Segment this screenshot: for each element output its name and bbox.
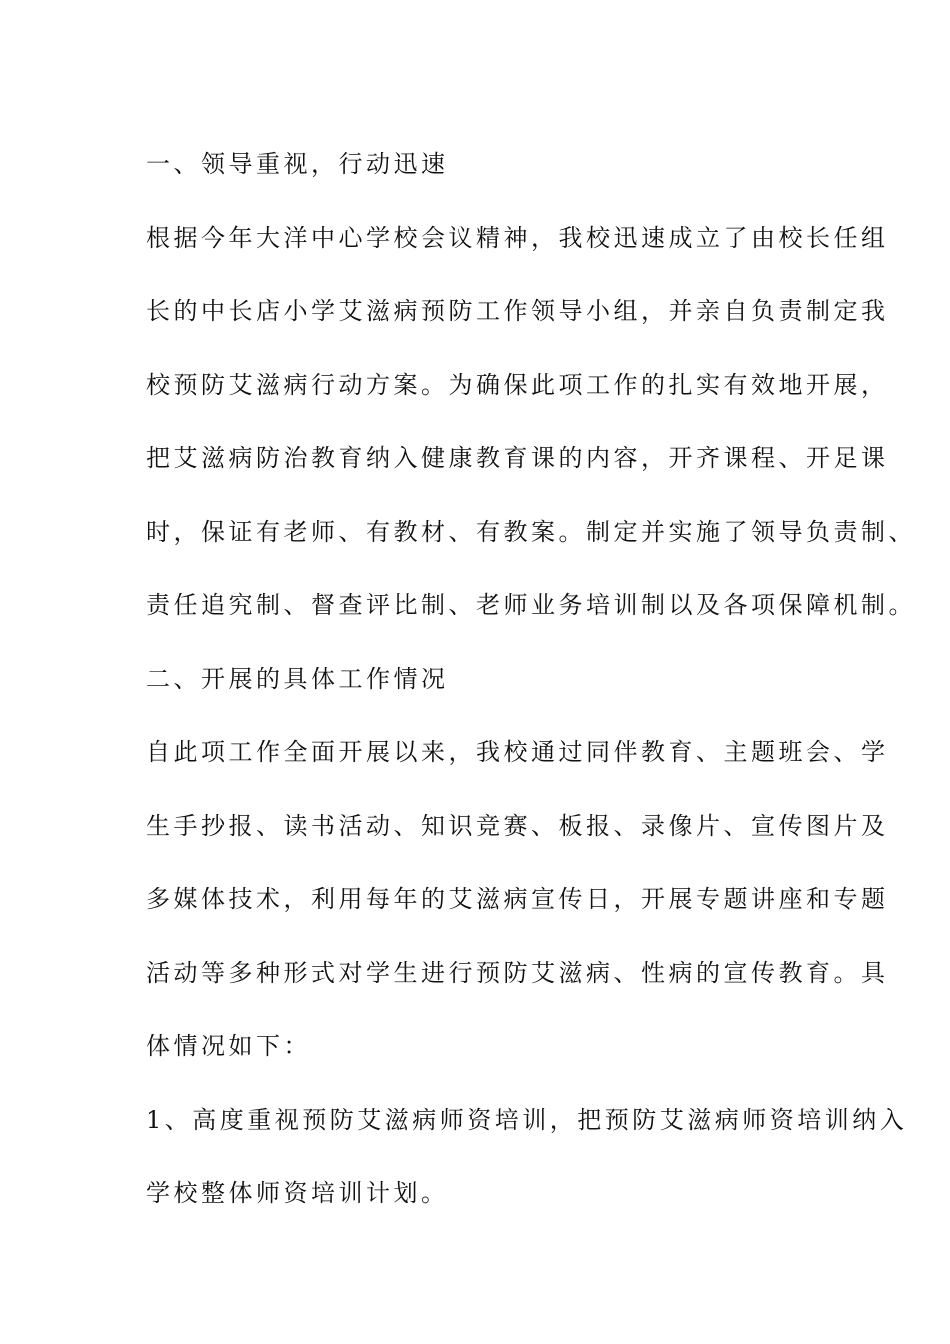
paragraph-line: 自此项工作全面开展以来，我校通过同伴教育、主题班会、学 — [146, 738, 889, 766]
list-item-1-line: 1、高度重视预防艾滋病师资培训，把预防艾滋病师资培训纳入 — [146, 1105, 908, 1134]
paragraph-line: 责任追究制、督查评比制、老师业务培训制以及各项保障机制。 — [146, 591, 916, 619]
paragraph-line: 多媒体技术，利用每年的艾滋病宣传日，开展专题讲座和专题 — [146, 885, 889, 913]
paragraph-line: 活动等多种形式对学生进行预防艾滋病、性病的宣传教育。具 — [146, 958, 889, 987]
list-item-1-line: 学校整体师资培训计划。 — [146, 1179, 449, 1207]
section-heading-1: 一、领导重视，行动迅速 — [146, 150, 449, 178]
paragraph-line: 把艾滋病防治教育纳入健康教育课的内容，开齐课程、开足课 — [146, 444, 889, 472]
paragraph-line: 体情况如下： — [146, 1032, 311, 1060]
section-heading-2: 二、开展的具体工作情况 — [146, 664, 449, 693]
paragraph-line: 根据今年大洋中心学校会议精神，我校迅速成立了由校长任组 — [146, 223, 889, 252]
paragraph-line: 校预防艾滋病行动方案。为确保此项工作的扎实有效地开展， — [146, 370, 889, 399]
paragraph-line: 长的中长店小学艾滋病预防工作领导小组，并亲自负责制定我 — [146, 297, 889, 325]
document-body — [146, 128, 916, 1231]
paragraph-line: 时，保证有老师、有教材、有教案。制定并实施了领导负责制、 — [146, 517, 916, 546]
paragraph-line: 生手抄报、读书活动、知识竞赛、板报、录像片、宣传图片及 — [146, 811, 889, 840]
